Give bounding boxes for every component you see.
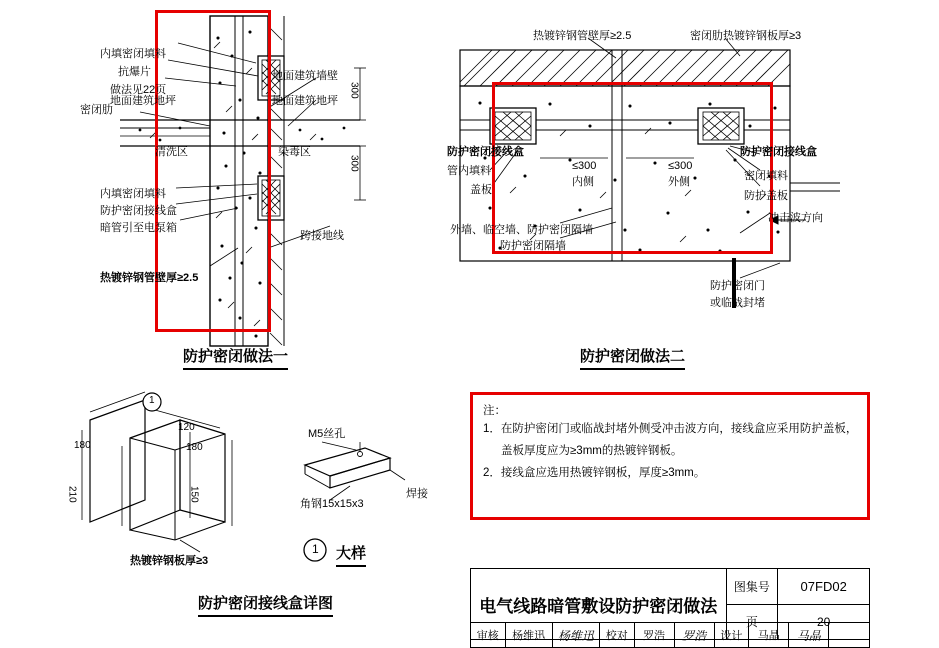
label-inner-side: 内侧 <box>572 176 594 188</box>
page-label: 页 <box>726 604 778 640</box>
atlas-number: 07FD02 <box>778 569 870 605</box>
label-miban: 密闭肋 <box>80 104 113 116</box>
dim-210: 210 <box>66 486 78 503</box>
design-label: 设计 <box>714 623 749 648</box>
dim-150: 150 <box>188 486 200 503</box>
drawing-title: 电气线路暗管敷设防护密闭做法 <box>471 569 727 640</box>
review-label: 审核 <box>471 623 506 648</box>
atlas-label: 图集号 <box>726 569 778 605</box>
detail-3-drawing <box>60 390 440 580</box>
label-cover-plate-left: 盖板 <box>470 184 492 196</box>
callout-daying-label: 大样 <box>336 542 366 567</box>
label-qingxiqu: 清洗区 <box>155 146 188 158</box>
dim-le300-outer: ≤300 <box>668 160 693 172</box>
label-angle-steel: 角钢15x15x3 <box>300 498 364 510</box>
page-number: 20 <box>778 604 870 640</box>
label-ground-floor-1: 地面建筑地坪 <box>110 95 176 107</box>
label-junction-box-1: 防护密闭接线盒 <box>100 205 177 217</box>
label-m5-thread: M5丝孔 <box>308 428 346 440</box>
label-conduit-to-panel: 暗管引至电泵箱 <box>100 222 177 234</box>
dim-180-b: 180 <box>186 442 203 453</box>
label-wall-types: 外墙、临空墙、防护密闭隔墙 <box>450 224 593 236</box>
detail-2-title: 防护密闭做法二 <box>580 345 685 370</box>
callout-number-top: 1 <box>149 395 155 406</box>
dim-120: 120 <box>178 422 195 433</box>
check-signature: 罗浩 <box>674 623 714 648</box>
label-ground-wall: 地面建筑墙壁 <box>272 70 338 82</box>
notes-heading: 注： <box>483 405 506 417</box>
callout-number-bottom: 1 <box>312 542 319 556</box>
label-kangbao: 抗爆片 <box>118 66 151 78</box>
label-junction-box-left: 防护密闭接线盒 <box>447 146 524 158</box>
detail-3-title: 防护密闭接线盒详图 <box>198 592 333 617</box>
note-item-2: 2．接线盒应选用热镀锌钢板，厚度≥3mm。 <box>483 466 706 479</box>
label-galvanized-pipe-1: 热镀锌钢管壁厚≥2.5 <box>100 272 199 284</box>
dim-300-b: 300 <box>348 155 360 172</box>
review-signature: 杨维迅 <box>552 623 599 648</box>
label-galvanized-pipe-2: 热镀锌钢管壁厚≥2.5 <box>533 30 632 42</box>
label-inner-seal-1: 内填密闭填料 <box>100 48 166 60</box>
label-randuqu: 染毒区 <box>278 146 311 158</box>
label-wall-types-2: 防护密闭隔墙 <box>500 240 566 252</box>
check-name: 罗浩 <box>634 623 674 648</box>
signature-row <box>470 622 870 648</box>
label-pipe-fill-left: 管内填料 <box>447 165 491 177</box>
label-protect-cover-right: 防护盖板 <box>744 190 788 202</box>
label-ground-link: 跨接地线 <box>300 230 344 242</box>
review-name: 杨维迅 <box>505 623 552 648</box>
label-zuofa: 做法见22页 <box>110 84 167 96</box>
design-signature: 马晶 <box>789 623 829 648</box>
note-item-1: 1．在防护密闭门或临战封堵外侧受冲击波方向，接线盒应采用防护盖板， <box>483 423 858 436</box>
dim-300-a: 300 <box>348 82 360 99</box>
label-ground-floor-2: 地面建筑地坪 <box>272 95 338 107</box>
label-shock-direction: 冲击波方向 <box>768 212 823 224</box>
design-name: 马晶 <box>749 623 789 648</box>
label-protective-door-2: 或临战封堵 <box>710 297 765 309</box>
check-label: 校对 <box>599 623 634 648</box>
signature-spacer <box>829 623 870 648</box>
dim-le300-inner: ≤300 <box>572 160 597 172</box>
label-junction-box-right: 防护密闭接线盒 <box>740 146 817 158</box>
label-weld: 焊接 <box>406 488 428 500</box>
detail-1-title: 防护密闭做法一 <box>183 345 288 370</box>
note-item-1b: 盖板厚度应为≥3mm的热镀锌钢板。 <box>501 444 683 457</box>
label-sealing-plate: 密闭肋热镀锌钢板厚≥3 <box>690 30 802 42</box>
dim-180-a: 180 <box>74 440 91 451</box>
label-galvanized-plate-3: 热镀锌钢板厚≥3 <box>130 555 209 567</box>
label-seal-fill-right: 密闭填料 <box>744 170 788 182</box>
label-outer-side: 外侧 <box>668 176 690 188</box>
notes-box <box>470 392 870 520</box>
label-protective-door: 防护密闭门 <box>710 280 765 292</box>
label-inner-seal-2: 内填密闭填料 <box>100 188 166 200</box>
